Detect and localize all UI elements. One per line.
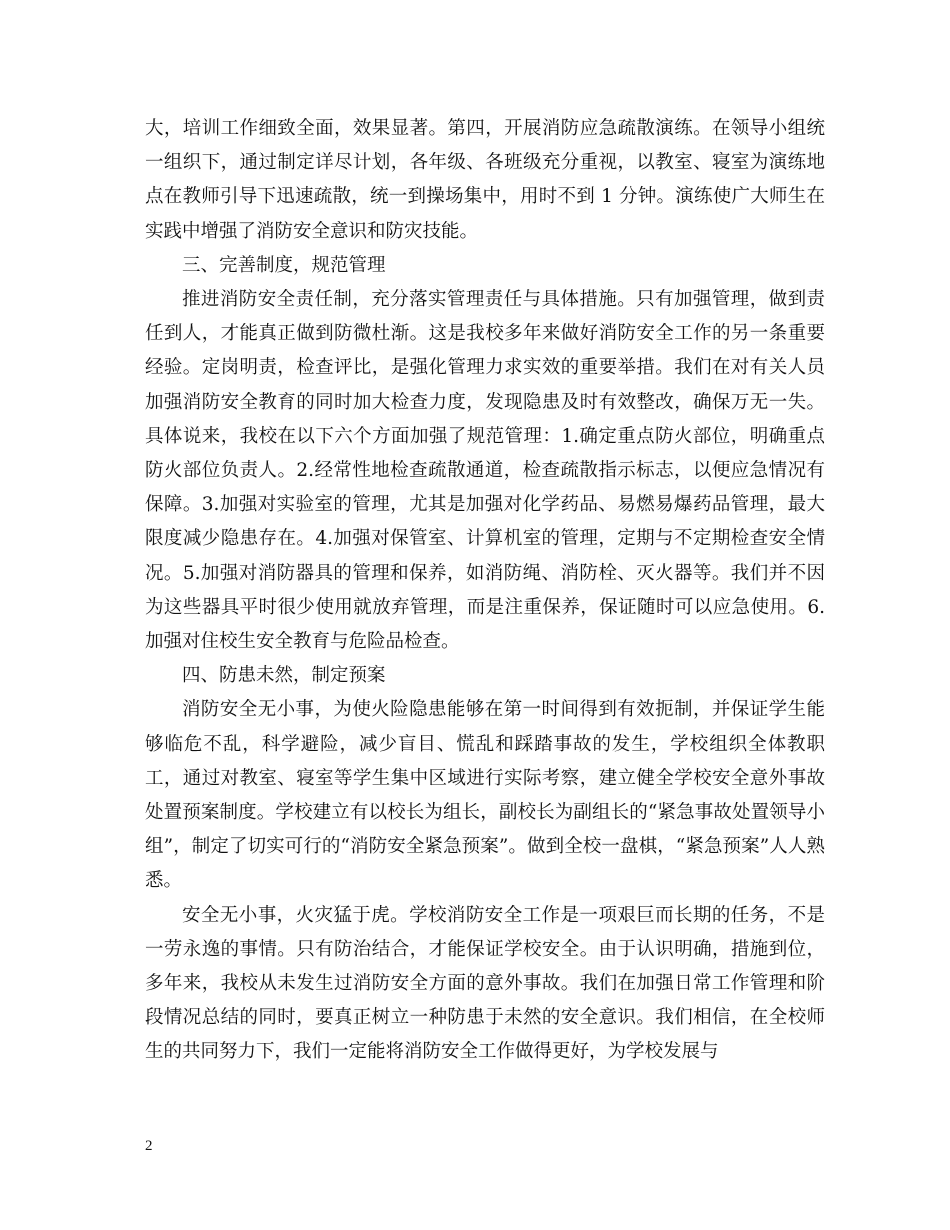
paragraph-management: 推进消防安全责任制，充分落实管理责任与具体措施。只有加强管理，做到责任到人，才能真正做到防微杜渐。这是我校多年来做好消防安全工作的另一条重要经验。定岗明责，检查评比，是强化管理力求实效的重要举措。我们在对有关人员加强消防安全教育的同时加大检查力度，发现隐患及时有效整改，确保万无一失。具体说来，我校在以下六个方面加强了规范管理：1.确定重点防火部位，明确重点防火部位负责人。2.经常性地检查疏散通道，检查疏散指示标志，以便应急情况有保障。3.加强对实验室的管理，尤其是加强对化学药品、易燃易爆药品管理，最大限度减少隐患存在。4.加强对保管室、计算机室的管理，定期与不定期检查安全情况。5.加强对消防器具的管理和保养，如消防绳、消防栓、灭火器等。我们并不因为这些器具平时很少使用就放弃管理，而是注重保养，保证随时可以应急使用。6.加强对住校生安全教育与危险品检查。 <box>145 289 825 653</box>
page-number: 2 <box>145 1138 153 1154</box>
paragraph-emergency-plan: 消防安全无小事，为使火险隐患能够在第一时间得到有效扼制，并保证学生能够临危不乱，科学避险，减少盲目、慌乱和踩踏事故的发生，学校组织全体教职工，通过对教室、寝室等学生集中区域进行实际考察，建立健全学校安全意外事故处置预案制度。学校建立有以校长为组长，副校长为副组长的“紧急事故处置领导小组”，制定了切实可行的“消防安全紧急预案”。做到全校一盘棋，“紧急预案”人人熟悉。 <box>145 699 825 892</box>
document-body <box>145 112 825 1070</box>
section-heading-4: 四、防患未然，制定预案 <box>182 665 386 687</box>
section-heading-3: 三、完善制度，规范管理 <box>182 254 386 276</box>
paragraph-conclusion: 安全无小事，火灾猛于虎。学校消防安全工作是一项艰巨而长期的任务，不是一劳永逸的事情。只有防治结合，才能保证学校安全。由于认识明确，措施到位，多年来，我校从未发生过消防安全方面的意外事故。我们在加强日常工作管理和阶段情况总结的同时，要真正树立一种防患于未然的安全意识。我们相信，在全校师生的共同努力下，我们一定能将消防安全工作做得更好，为学校发展与 <box>145 904 825 1063</box>
paragraph-continuation: 大，培训工作细致全面，效果显著。第四，开展消防应急疏散演练。在领导小组统一组织下，通过制定详尽计划，各年级、各班级充分重视，以教室、寝室为演练地点在教师引导下迅速疏散，统一到操场集中，用时不到 1 分钟。演练使广大师生在实践中增强了消防安全意识和防灾技能。 <box>145 118 825 242</box>
